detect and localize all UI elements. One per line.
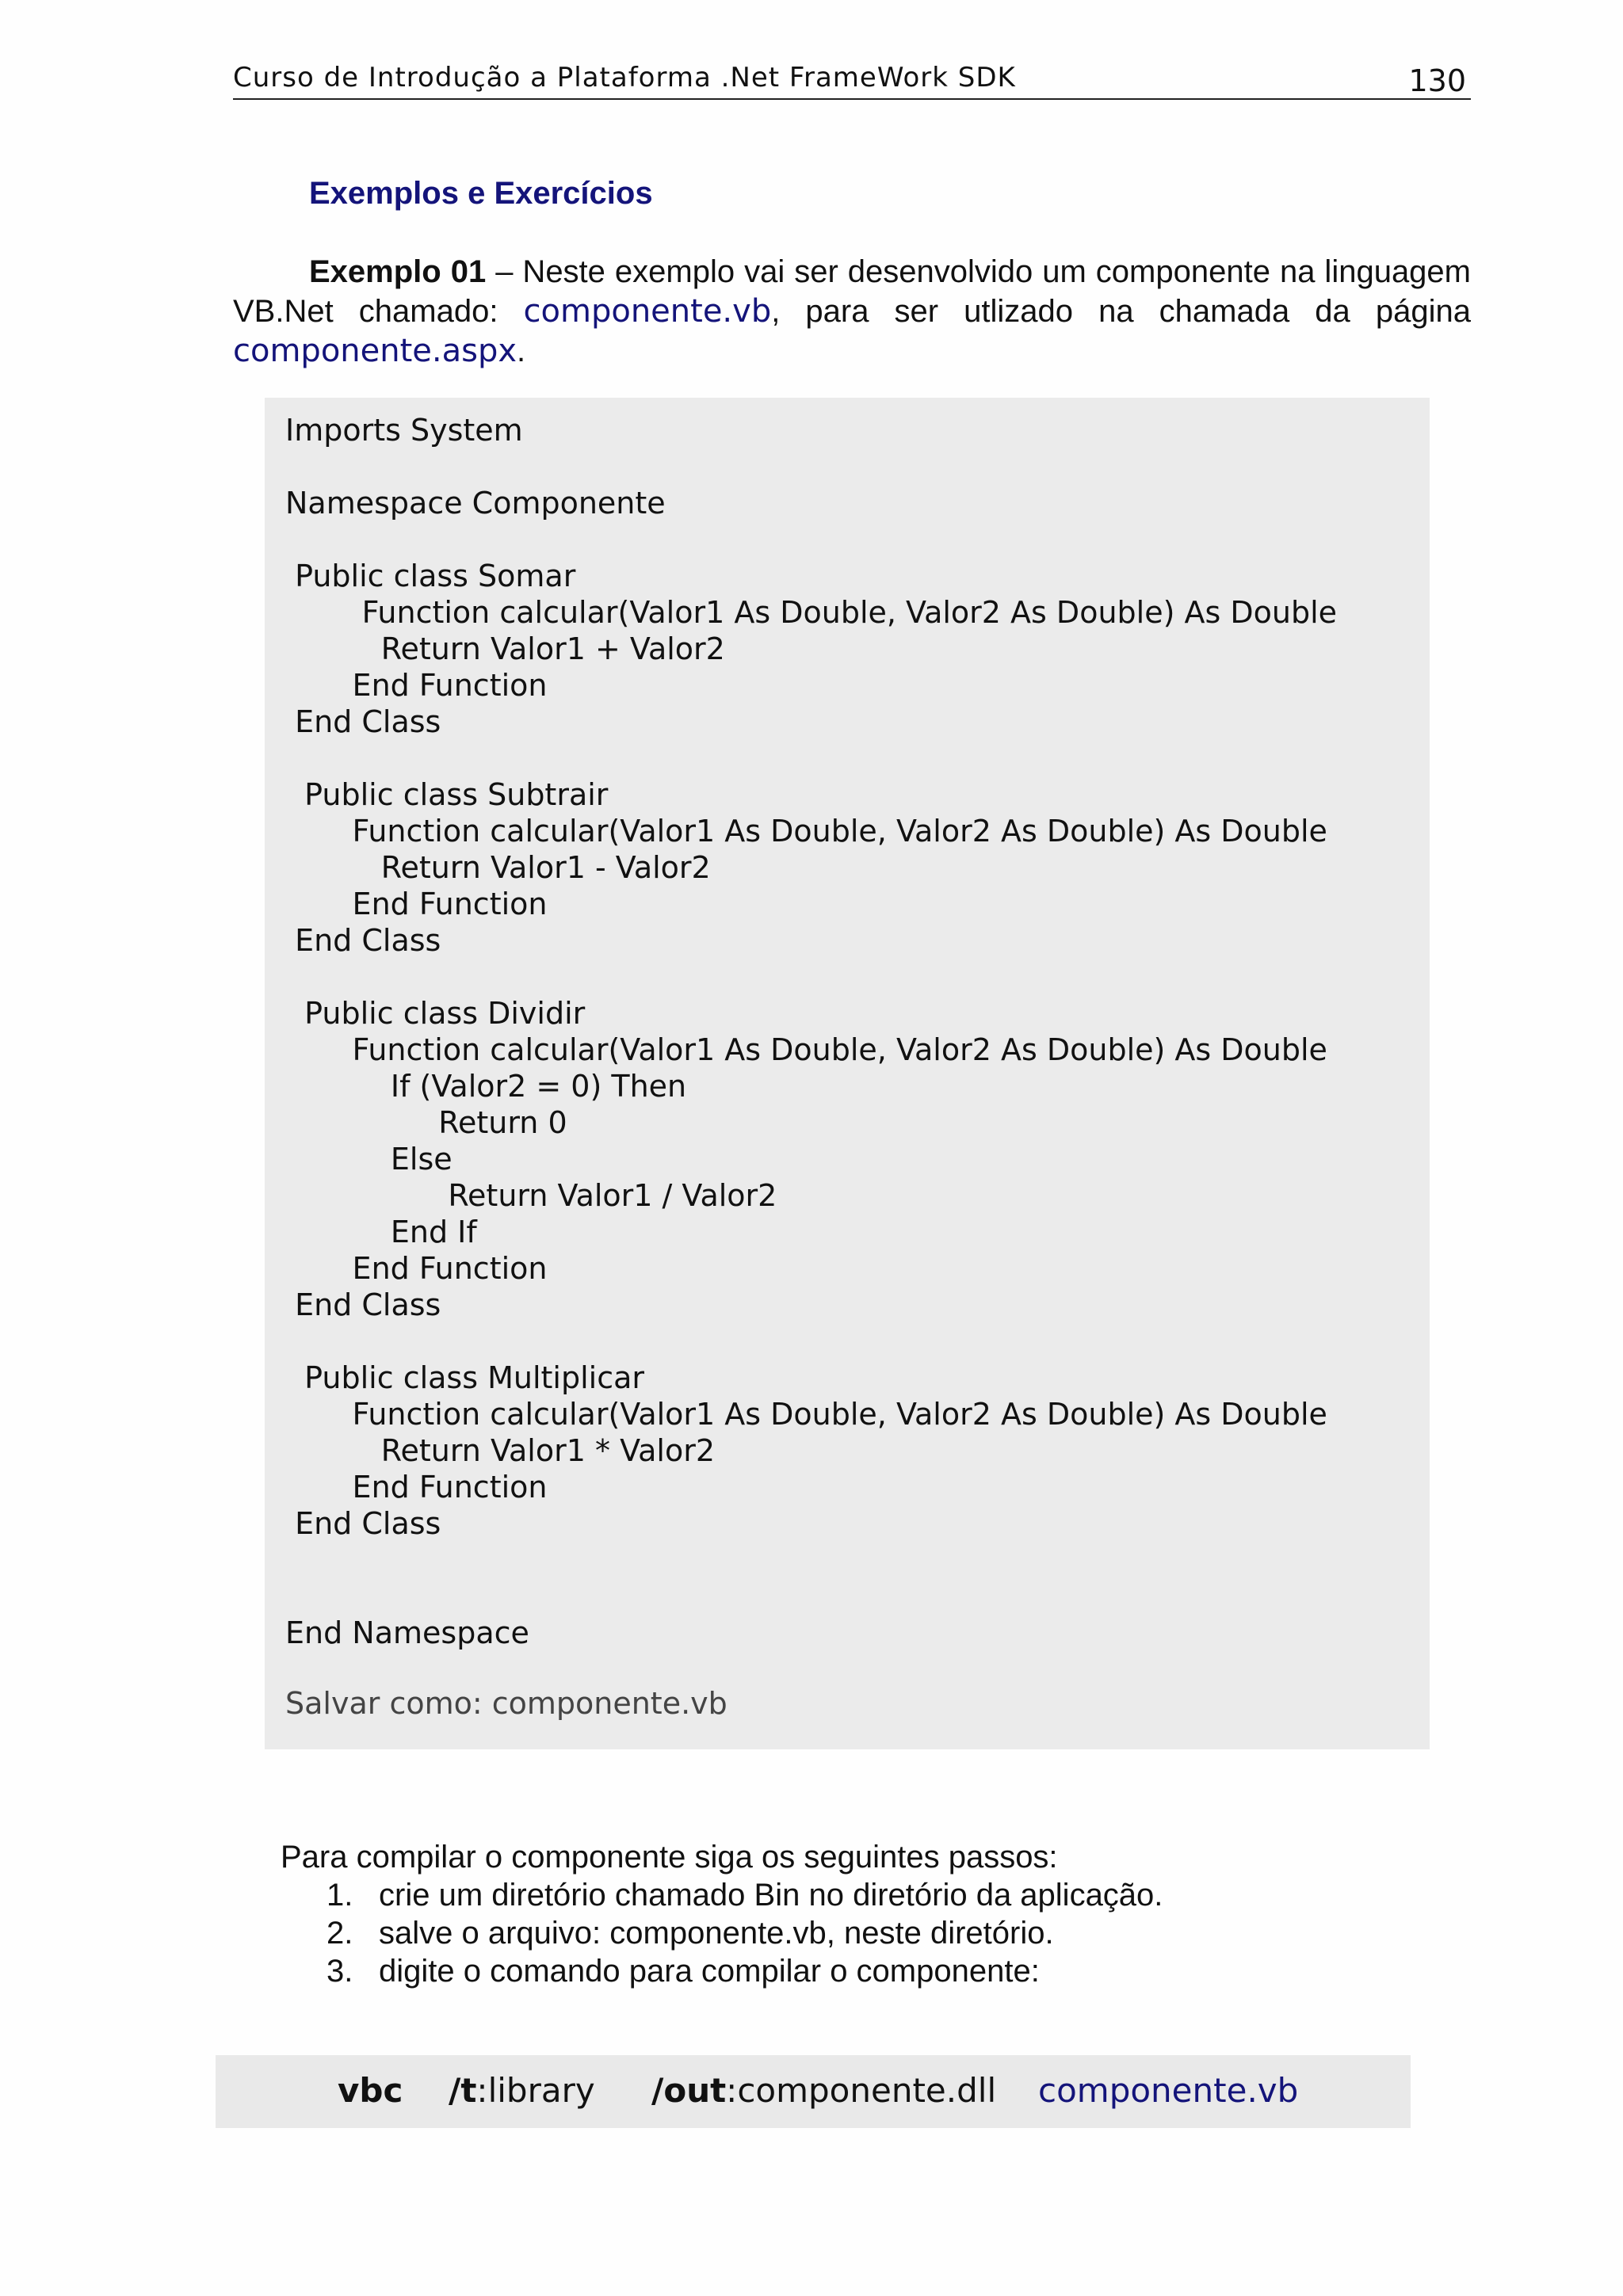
steps-list: [281, 1876, 1163, 1990]
code-listing: Imports System Namespace Componente Public class Somar Function calcular(Valor1 As Double, Valor2 As Double) As Double Return Valor1 + Valor2 End Function End Class Public class Subtrair Function calcular(Valor1 As Double, Valor2 As Double) As Double Return Valor1 - Valor2 End Function End Class Public class Dividir Function calcular(Valor1 As Double, Valor2 As Double) As Double If (Valor2 = 0) Then Return 0 Else Return Valor1 / Valor2 End If End Function End Class Public class Multiplicar Function calcular(Valor1 As Double, Valor2 As Double) As Double Return Valor1 * Valor2 End Function End Class End Namespace: [285, 413, 1338, 1650]
section-title: Exemplos e Exercícios: [309, 176, 653, 211]
example-label: Exemplo 01: [309, 254, 487, 289]
command-name: vbc: [338, 2071, 403, 2110]
list-item: [281, 1876, 1163, 1914]
step-number: 1.: [327, 1878, 353, 1913]
intro-text-3: .: [517, 334, 526, 368]
step-number: 3.: [327, 1954, 353, 1989]
list-item: [281, 1914, 1163, 1952]
code-listing-box: [265, 398, 1430, 1749]
course-title: Curso de Introdução a Plataforma .Net FrameWork SDK: [233, 62, 1016, 93]
command-box: [216, 2055, 1411, 2128]
command-out-option: /out:componente.dll: [651, 2071, 997, 2110]
compile-steps: [281, 1838, 1163, 1990]
step-text: salve o arquivo: componente.vb, neste diretório.: [379, 1916, 1054, 1951]
command-source-file: componente.vb: [1038, 2071, 1299, 2110]
page-header: [233, 57, 1471, 100]
list-item: [281, 1952, 1163, 1990]
intro-file-aspx: componente.aspx: [233, 333, 517, 369]
step-number: 2.: [327, 1916, 353, 1951]
intro-text-1: – Neste exemplo vai ser desenvolvido um componente na linguagem VB.Net chamado:: [233, 254, 1471, 329]
step-text: crie um diretório chamado Bin no diretório da aplicação.: [379, 1878, 1163, 1913]
step-text: digite o comando para compilar o componente:: [379, 1954, 1040, 1989]
command-target-option: /t:library: [449, 2071, 595, 2110]
intro-text-2: , para ser utlizado na chamada da página: [771, 294, 1471, 329]
page-number: 130: [1408, 63, 1466, 98]
intro-file-vb: componente.vb: [523, 293, 772, 330]
save-as-note: Salvar como: componente.vb: [285, 1686, 727, 1721]
steps-intro: Para compilar o componente siga os seguintes passos:: [281, 1840, 1058, 1875]
intro-paragraph: [233, 252, 1471, 371]
